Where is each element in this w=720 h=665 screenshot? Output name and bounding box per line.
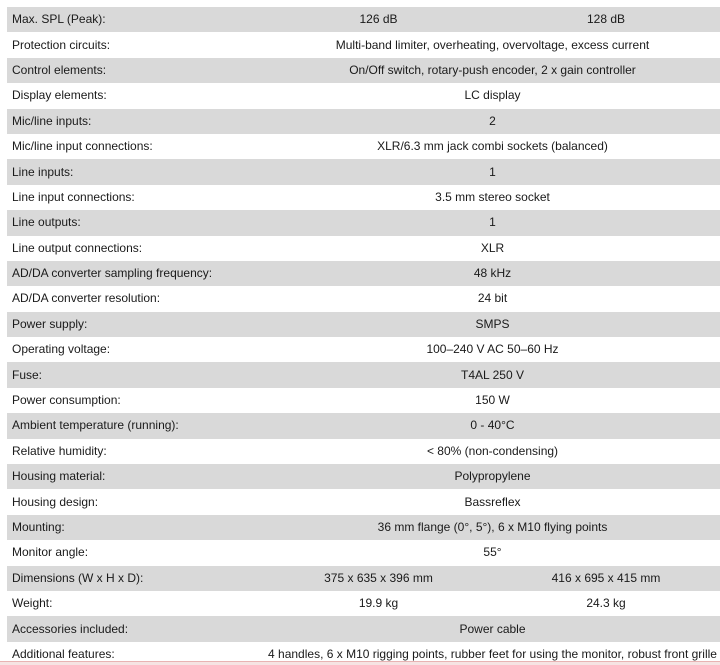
spec-row (7, 591, 720, 616)
spec-row (7, 312, 720, 337)
spec-label: Housing material: (7, 464, 265, 489)
spec-row (7, 362, 720, 387)
spec-value: On/Off switch, rotary-push encoder, 2 x gain controller (265, 58, 720, 83)
spec-row (7, 134, 720, 159)
spec-row (7, 159, 720, 184)
spec-label: Dimensions (W x H x D): (7, 566, 265, 591)
spec-label: Accessories included: (7, 616, 265, 641)
spec-value: LC display (265, 83, 720, 108)
spec-label: Line output connections: (7, 236, 265, 261)
spec-row (7, 286, 720, 311)
spec-value: SMPS (265, 312, 720, 337)
spec-value: 55° (265, 540, 720, 565)
spec-label: AD/DA converter sampling frequency: (7, 261, 265, 286)
spec-row (7, 32, 720, 57)
spec-label: Max. SPL (Peak): (7, 7, 265, 32)
spec-value: XLR (265, 236, 720, 261)
spec-value-model-b: 128 dB (492, 7, 720, 32)
spec-value: 3.5 mm stereo socket (265, 185, 720, 210)
spec-value: 4 handles, 6 x M10 rigging points, rubber feet for using the monitor, robust front grille (265, 642, 720, 665)
spec-row (7, 337, 720, 362)
spec-row (7, 464, 720, 489)
spec-label: Control elements: (7, 58, 265, 83)
spec-label: AD/DA converter resolution: (7, 286, 265, 311)
spec-value: < 80% (non-condensing) (265, 439, 720, 464)
spec-label: Mic/line inputs: (7, 109, 265, 134)
spec-table (7, 7, 720, 665)
spec-row (7, 413, 720, 438)
spec-row (7, 7, 720, 32)
spec-row (7, 236, 720, 261)
spec-label: Housing design: (7, 489, 265, 514)
spec-value-model-b: 416 x 695 x 415 mm (492, 566, 720, 591)
spec-value: Polypropylene (265, 464, 720, 489)
spec-label: Display elements: (7, 83, 265, 108)
spec-row (7, 261, 720, 286)
spec-label: Power supply: (7, 312, 265, 337)
spec-value: 36 mm flange (0°, 5°), 6 x M10 flying points (265, 515, 720, 540)
spec-row (7, 58, 720, 83)
spec-value-model-a: 19.9 kg (265, 591, 492, 616)
spec-label: Protection circuits: (7, 32, 265, 57)
spec-table-body (7, 7, 720, 665)
spec-label: Line inputs: (7, 159, 265, 184)
spec-label: Line outputs: (7, 210, 265, 235)
spec-value: Power cable (265, 616, 720, 641)
spec-value: 0 - 40°C (265, 413, 720, 438)
spec-row (7, 210, 720, 235)
spec-value: 150 W (265, 388, 720, 413)
spec-label: Mounting: (7, 515, 265, 540)
spec-label: Ambient temperature (running): (7, 413, 265, 438)
spec-label: Additional features: (7, 642, 265, 665)
spec-row (7, 616, 720, 641)
spec-value-model-b: 24.3 kg (492, 591, 720, 616)
spec-value: 1 (265, 210, 720, 235)
spec-label: Operating voltage: (7, 337, 265, 362)
spec-value: Multi-band limiter, overheating, overvoltage, excess current (265, 32, 720, 57)
spec-value: T4AL 250 V (265, 362, 720, 387)
spec-row (7, 515, 720, 540)
spec-row (7, 185, 720, 210)
spec-value: Bassreflex (265, 489, 720, 514)
spec-value-model-a: 375 x 635 x 396 mm (265, 566, 492, 591)
spec-row (7, 566, 720, 591)
spec-label: Line input connections: (7, 185, 265, 210)
spec-row (7, 109, 720, 134)
spec-label: Fuse: (7, 362, 265, 387)
spec-label: Monitor angle: (7, 540, 265, 565)
spec-label: Mic/line input connections: (7, 134, 265, 159)
spec-row (7, 439, 720, 464)
spec-row (7, 489, 720, 514)
spec-row (7, 83, 720, 108)
spec-label: Weight: (7, 591, 265, 616)
spec-value: 2 (265, 109, 720, 134)
spec-value: XLR/6.3 mm jack combi sockets (balanced) (265, 134, 720, 159)
spec-row (7, 388, 720, 413)
spec-value-model-a: 126 dB (265, 7, 492, 32)
spec-value: 48 kHz (265, 261, 720, 286)
spec-row (7, 540, 720, 565)
spec-value: 100–240 V AC 50–60 Hz (265, 337, 720, 362)
spec-label: Relative humidity: (7, 439, 265, 464)
spec-label: Power consumption: (7, 388, 265, 413)
page-bottom-divider (0, 661, 720, 665)
spec-value: 24 bit (265, 286, 720, 311)
spec-value: 1 (265, 159, 720, 184)
